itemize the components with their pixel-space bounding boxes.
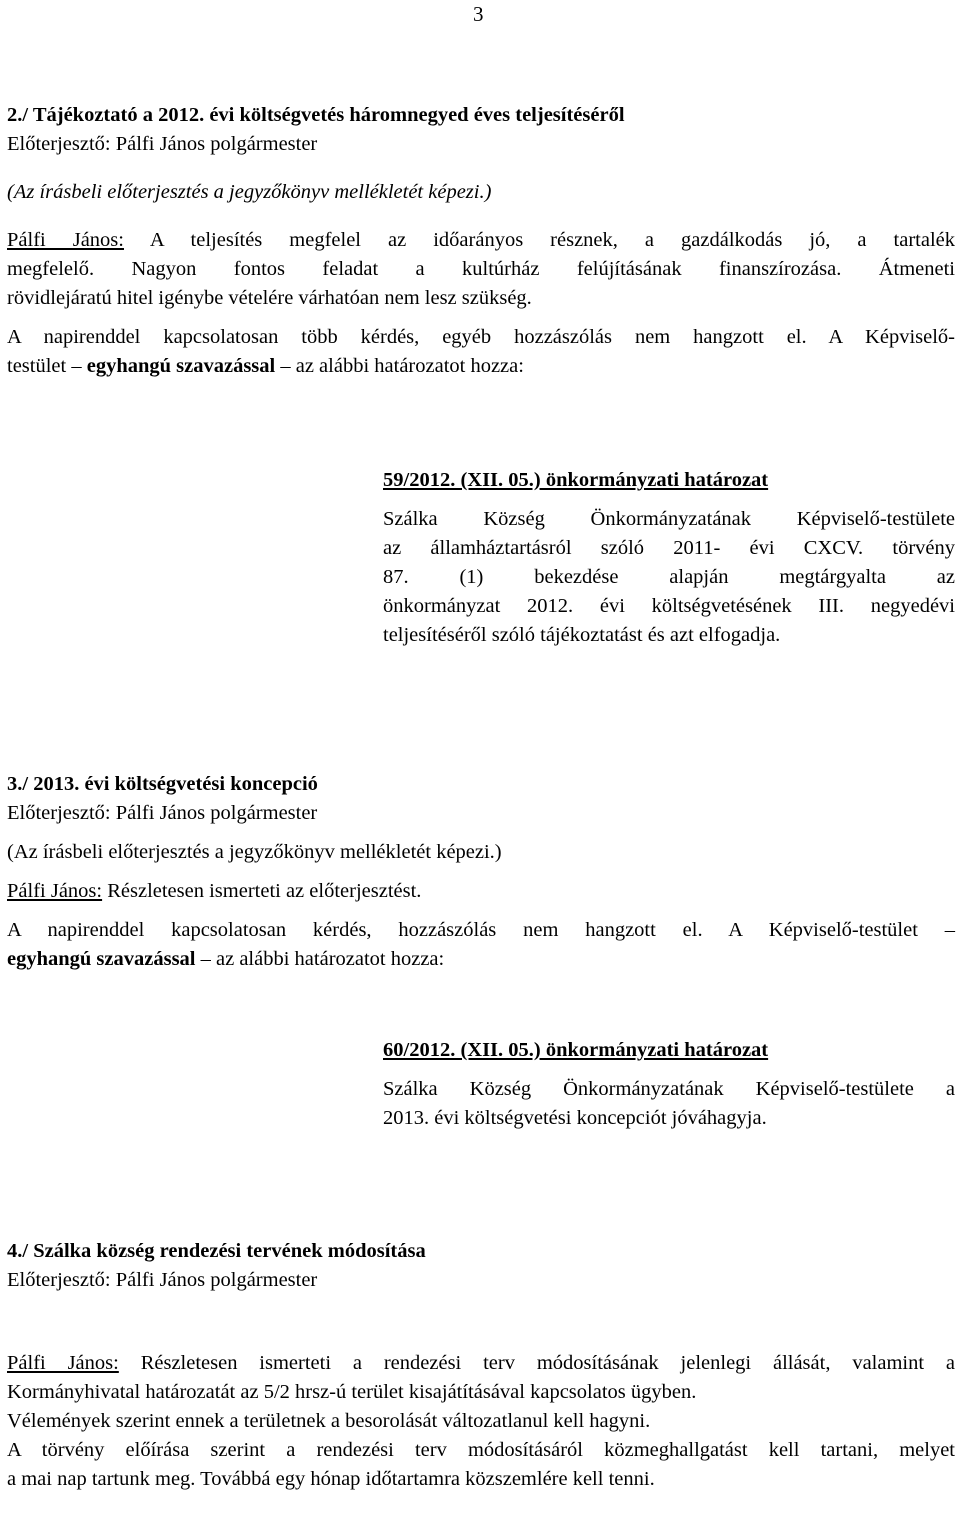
vote-line <box>7 945 955 974</box>
attachment-note: (Az írásbeli előterjesztés a jegyzőkönyv mellékletét képezi.) <box>7 841 502 863</box>
agenda-item-3 <box>7 770 955 974</box>
resolution-line: Szálka Község Önkormányzatának Képviselő-testülete a <box>383 1078 955 1100</box>
speech-line: rövidlejáratú hitel igénybe vételére várhatóan nem lesz szükség. <box>7 287 532 309</box>
resolution-title: 59/2012. (XII. 05.) önkormányzati határozat <box>383 469 769 491</box>
speech-line: A törvény előírása szerint a rendezési terv módosításáról közmeghallgatást kell tartani, melyet <box>7 1439 955 1461</box>
speech-line: Kormányhivatal határozatát az 5/2 hrsz-ú terület kisajátításával kapcsolatos ügyben. <box>7 1381 697 1403</box>
resolution-line: önkormányzat 2012. évi költségvetésének III. negyedévi <box>383 595 955 617</box>
speech-line: megfelelő. Nagyon fontos feladat a kultúrház felújításának finanszírozása. Átmeneti <box>7 258 955 280</box>
resolution-60 <box>383 1036 955 1133</box>
vote-line: A napirenddel kapcsolatosan több kérdés, egyéb hozzászólás nem hangzott el. A Képviselő- <box>7 326 955 348</box>
presenter-line: Előterjesztő: Pálfi János polgármester <box>7 1269 318 1291</box>
resolution-line: teljesítéséről szóló tájékoztatást és azt elfogadja. <box>383 624 781 646</box>
item-title: 3./ 2013. évi költségvetési koncepció <box>7 773 318 795</box>
resolution-line: 2013. évi költségvetési koncepciót jóváhagyja. <box>383 1107 767 1129</box>
vote-text: – az alábbi határozatot hozza: <box>200 948 445 970</box>
vote-text: testület – <box>7 355 82 377</box>
resolution-line: 87. (1) bekezdése alapján megtárgyalta az <box>383 566 955 588</box>
resolution-line: Szálka Község Önkormányzatának Képviselő-testülete <box>383 508 955 530</box>
speech-line: Vélemények szerint ennek a területnek a besorolását változatlanul kell hagyni. <box>7 1410 651 1432</box>
presenter-line: Előterjesztő: Pálfi János polgármester <box>7 802 318 824</box>
speech-line: a mai nap tartunk meg. Továbbá egy hónap időtartamra közszemlére kell tenni. <box>7 1468 655 1490</box>
agenda-item-2 <box>7 101 955 381</box>
presenter-line: Előterjesztő: Pálfi János polgármester <box>7 133 318 155</box>
attachment-note: (Az írásbeli előterjesztés a jegyzőkönyv mellékletét képezi.) <box>7 181 492 203</box>
page-number: 3 <box>473 2 484 26</box>
resolution-title: 60/2012. (XII. 05.) önkormányzati határozat <box>383 1039 769 1061</box>
vote-method: egyhangú szavazással <box>7 948 196 970</box>
speech-line <box>7 1349 955 1378</box>
vote-line: A napirenddel kapcsolatosan kérdés, hozzászólás nem hangzott el. A Képviselő-testület – <box>7 919 955 941</box>
agenda-item-4 <box>7 1237 955 1494</box>
speech-text: A teljesítés megfelel az időarányos résznek, a gazdálkodás jó, a tartalék <box>149 229 955 251</box>
item-title: 4./ Szálka község rendezési tervének módosítása <box>7 1240 426 1262</box>
speech-text: Részletesen ismerteti a rendezési terv módosításának jelenlegi állását, valamint a <box>140 1352 956 1374</box>
resolution-59 <box>383 466 955 650</box>
speaker-name: Pálfi János: <box>7 1352 119 1374</box>
vote-text: – az alábbi határozatot hozza: <box>280 355 524 377</box>
resolution-line: az államháztartásról szóló 2011- évi CXCV. törvény <box>383 537 955 559</box>
vote-method: egyhangú szavazással <box>86 355 276 377</box>
speaker-name: Pálfi János: <box>7 229 124 251</box>
speech-line <box>7 226 955 255</box>
speech-line <box>7 877 955 906</box>
vote-line <box>7 352 955 381</box>
speech-text: Részletesen ismerteti az előterjesztést. <box>107 880 422 902</box>
item-title: 2./ Tájékoztató a 2012. évi költségvetés háromnegyed éves teljesítéséről <box>7 104 625 126</box>
speaker-name: Pálfi János: <box>7 880 103 902</box>
